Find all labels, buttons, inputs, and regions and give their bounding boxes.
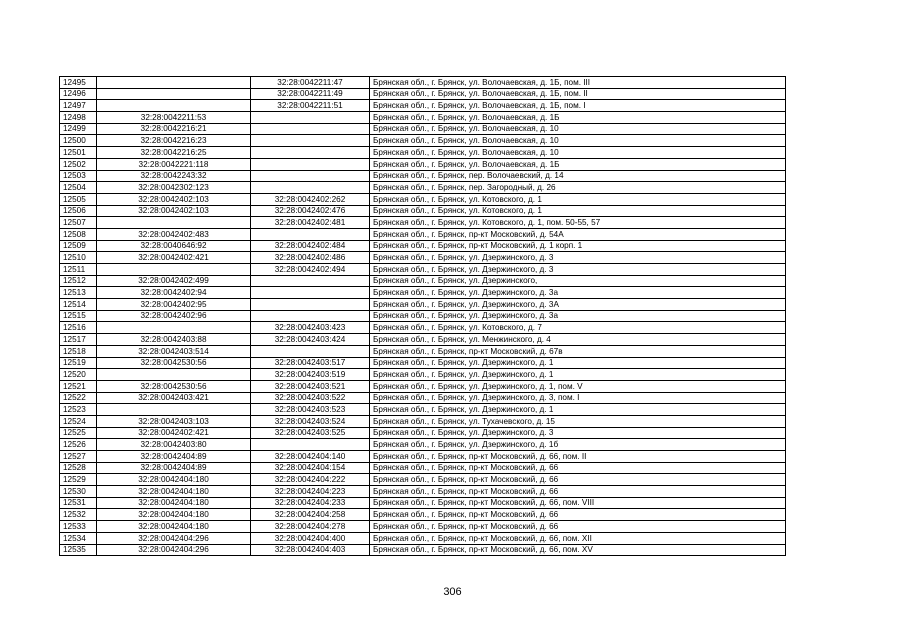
record-number-cell: 12525 (60, 427, 97, 439)
table-row (60, 228, 786, 240)
record-number-cell: 12496 (60, 88, 97, 100)
table-row (60, 509, 786, 521)
record-number-cell: 12535 (60, 544, 97, 556)
cadastral-number-cell: 32:28:0042243:32 (97, 170, 251, 182)
cadastral-number-cell: 32:28:0042530:56 (97, 357, 251, 369)
object-cadastral-number-cell: 32:28:0042211:49 (251, 88, 370, 100)
record-number-cell: 12534 (60, 532, 97, 544)
table-row (60, 334, 786, 346)
cadastral-number-cell: 32:28:0042216:25 (97, 147, 251, 159)
table-row (60, 100, 786, 112)
address-cell: Брянская обл., г. Брянск, пр-кт Московский, д. 66 (370, 474, 786, 486)
object-cadastral-number-cell: 32:28:0042402:486 (251, 252, 370, 264)
address-cell: Брянская обл., г. Брянск, пр-кт Московский, д. 66 (370, 486, 786, 498)
table-row (60, 240, 786, 252)
record-number-cell: 12522 (60, 392, 97, 404)
table-row (60, 486, 786, 498)
object-cadastral-number-cell: 32:28:0042402:494 (251, 264, 370, 276)
object-cadastral-number-cell: 32:28:0042403:525 (251, 427, 370, 439)
record-number-cell: 12514 (60, 299, 97, 311)
address-cell: Брянская обл., г. Брянск, пр-кт Московский, д. 66 (370, 462, 786, 474)
address-cell: Брянская обл., г. Брянск, ул. Котовского, д. 1 (370, 193, 786, 205)
table-row (60, 193, 786, 205)
table-row (60, 521, 786, 533)
cadastral-number-cell: 32:28:0042402:96 (97, 310, 251, 322)
table-row (60, 299, 786, 311)
record-number-cell: 12515 (60, 310, 97, 322)
object-cadastral-number-cell: 32:28:0042404:278 (251, 521, 370, 533)
address-cell: Брянская обл., г. Брянск, пр-кт Московский, д. 66, пом. XII (370, 532, 786, 544)
table-row (60, 404, 786, 416)
cadastral-number-cell: 32:28:0042402:421 (97, 252, 251, 264)
object-cadastral-number-cell: 32:28:0042404:223 (251, 486, 370, 498)
object-cadastral-number-cell: 32:28:0042402:481 (251, 217, 370, 229)
object-cadastral-number-cell (251, 310, 370, 322)
object-cadastral-number-cell: 32:28:0042211:47 (251, 77, 370, 89)
cadastral-number-cell: 32:28:0042402:103 (97, 205, 251, 217)
table-row (60, 158, 786, 170)
object-cadastral-number-cell (251, 228, 370, 240)
address-cell: Брянская обл., г. Брянск, ул. Дзержинского, (370, 275, 786, 287)
table-row (60, 112, 786, 124)
table-row (60, 135, 786, 147)
cadastral-number-cell: 32:28:0042404:180 (97, 474, 251, 486)
cadastral-number-cell (97, 404, 251, 416)
object-cadastral-number-cell (251, 182, 370, 194)
address-cell: Брянская обл., г. Брянск, пр-кт Московский, д. 66 (370, 521, 786, 533)
record-number-cell: 12527 (60, 451, 97, 463)
cadastral-number-cell (97, 77, 251, 89)
record-number-cell: 12513 (60, 287, 97, 299)
cadastral-number-cell (97, 88, 251, 100)
object-cadastral-number-cell: 32:28:0042403:523 (251, 404, 370, 416)
address-cell: Брянская обл., г. Брянск, ул. Дзержинского, д. 1, пом. V (370, 380, 786, 392)
record-number-cell: 12516 (60, 322, 97, 334)
table-row (60, 474, 786, 486)
cadastral-number-cell: 32:28:0042404:89 (97, 451, 251, 463)
cadastral-number-cell: 32:28:0042211:53 (97, 112, 251, 124)
object-cadastral-number-cell (251, 299, 370, 311)
cadastral-number-cell: 32:28:0042221:118 (97, 158, 251, 170)
object-cadastral-number-cell: 32:28:0042403:521 (251, 380, 370, 392)
cadastral-number-cell: 32:28:0042403:421 (97, 392, 251, 404)
address-cell: Брянская обл., г. Брянск, ул. Волочаевская, д. 1Б (370, 112, 786, 124)
cadastral-number-cell: 32:28:0042403:80 (97, 439, 251, 451)
address-cell: Брянская обл., г. Брянск, ул. Дзержинского, д. 1 (370, 404, 786, 416)
cadastral-number-cell: 32:28:0042404:180 (97, 509, 251, 521)
record-number-cell: 12526 (60, 439, 97, 451)
address-cell: Брянская обл., г. Брянск, пр-кт Московский, д. 66, пом. XV (370, 544, 786, 556)
cadastral-number-cell: 32:28:0042216:21 (97, 123, 251, 135)
record-number-cell: 12524 (60, 415, 97, 427)
object-cadastral-number-cell: 32:28:0042211:51 (251, 100, 370, 112)
address-cell: Брянская обл., г. Брянск, пр-кт Московский, д. 54А (370, 228, 786, 240)
page-number: 306 (443, 586, 462, 598)
object-cadastral-number-cell: 32:28:0042403:522 (251, 392, 370, 404)
cadastral-number-cell: 32:28:0042403:88 (97, 334, 251, 346)
record-number-cell: 12530 (60, 486, 97, 498)
table-row (60, 415, 786, 427)
registry-table (59, 76, 786, 556)
address-cell: Брянская обл., г. Брянск, ул. Котовского, д. 7 (370, 322, 786, 334)
address-cell: Брянская обл., г. Брянск, ул. Волочаевская, д. 10 (370, 135, 786, 147)
table-row (60, 77, 786, 89)
record-number-cell: 12503 (60, 170, 97, 182)
table-row (60, 88, 786, 100)
cadastral-number-cell (97, 369, 251, 381)
record-number-cell: 12504 (60, 182, 97, 194)
object-cadastral-number-cell: 32:28:0042403:423 (251, 322, 370, 334)
record-number-cell: 12519 (60, 357, 97, 369)
table-row (60, 497, 786, 509)
record-number-cell: 12501 (60, 147, 97, 159)
object-cadastral-number-cell: 32:28:0042404:154 (251, 462, 370, 474)
table-row (60, 544, 786, 556)
address-cell: Брянская обл., г. Брянск, ул. Волочаевская, д. 10 (370, 123, 786, 135)
cadastral-number-cell: 32:28:0042402:95 (97, 299, 251, 311)
address-cell: Брянская обл., г. Брянск, ул. Дзержинского, д. 3а (370, 287, 786, 299)
object-cadastral-number-cell (251, 345, 370, 357)
record-number-cell: 12508 (60, 228, 97, 240)
cadastral-number-cell (97, 100, 251, 112)
cadastral-number-cell: 32:28:0040646:92 (97, 240, 251, 252)
address-cell: Брянская обл., г. Брянск, ул. Волочаевская, д. 1Б, пом. III (370, 77, 786, 89)
record-number-cell: 12521 (60, 380, 97, 392)
object-cadastral-number-cell (251, 123, 370, 135)
address-cell: Брянская обл., г. Брянск, ул. Дзержинского, д. 1 (370, 357, 786, 369)
record-number-cell: 12523 (60, 404, 97, 416)
cadastral-number-cell: 32:28:0042404:89 (97, 462, 251, 474)
cadastral-number-cell: 32:28:0042403:103 (97, 415, 251, 427)
cadastral-number-cell: 32:28:0042402:103 (97, 193, 251, 205)
object-cadastral-number-cell (251, 112, 370, 124)
table-row (60, 310, 786, 322)
record-number-cell: 12531 (60, 497, 97, 509)
record-number-cell: 12502 (60, 158, 97, 170)
cadastral-number-cell: 32:28:0042403:514 (97, 345, 251, 357)
cadastral-number-cell: 32:28:0042402:499 (97, 275, 251, 287)
object-cadastral-number-cell: 32:28:0042402:476 (251, 205, 370, 217)
object-cadastral-number-cell (251, 135, 370, 147)
object-cadastral-number-cell: 32:28:0042404:403 (251, 544, 370, 556)
address-cell: Брянская обл., г. Брянск, ул. Дзержинского, д. 1б (370, 439, 786, 451)
object-cadastral-number-cell: 32:28:0042403:424 (251, 334, 370, 346)
table-row (60, 275, 786, 287)
table-row (60, 252, 786, 264)
object-cadastral-number-cell: 32:28:0042402:484 (251, 240, 370, 252)
address-cell: Брянская обл., г. Брянск, ул. Волочаевская, д. 1Б (370, 158, 786, 170)
record-number-cell: 12510 (60, 252, 97, 264)
record-number-cell: 12509 (60, 240, 97, 252)
cadastral-number-cell: 32:28:0042530:56 (97, 380, 251, 392)
cadastral-number-cell: 32:28:0042402:94 (97, 287, 251, 299)
table-row (60, 369, 786, 381)
record-number-cell: 12520 (60, 369, 97, 381)
record-number-cell: 12517 (60, 334, 97, 346)
table-row (60, 123, 786, 135)
record-number-cell: 12495 (60, 77, 97, 89)
record-number-cell: 12511 (60, 264, 97, 276)
table-row (60, 182, 786, 194)
object-cadastral-number-cell: 32:28:0042404:140 (251, 451, 370, 463)
address-cell: Брянская обл., г. Брянск, ул. Дзержинского, д. 1 (370, 369, 786, 381)
address-cell: Брянская обл., г. Брянск, ул. Котовского, д. 1, пом. 50-55, 57 (370, 217, 786, 229)
table-row (60, 170, 786, 182)
address-cell: Брянская обл., г. Брянск, ул. Котовского, д. 1 (370, 205, 786, 217)
address-cell: Брянская обл., г. Брянск, пр-кт Московский, д. 66, пом. VIII (370, 497, 786, 509)
registry-table-body (60, 77, 786, 556)
record-number-cell: 12529 (60, 474, 97, 486)
address-cell: Брянская обл., г. Брянск, ул. Волочаевская, д. 1Б, пом. I (370, 100, 786, 112)
table-row (60, 205, 786, 217)
table-row (60, 462, 786, 474)
object-cadastral-number-cell: 32:28:0042403:519 (251, 369, 370, 381)
object-cadastral-number-cell (251, 147, 370, 159)
address-cell: Брянская обл., г. Брянск, ул. Менжинского, д. 4 (370, 334, 786, 346)
table-row (60, 322, 786, 334)
object-cadastral-number-cell (251, 439, 370, 451)
object-cadastral-number-cell (251, 275, 370, 287)
object-cadastral-number-cell: 32:28:0042404:222 (251, 474, 370, 486)
table-row (60, 392, 786, 404)
address-cell: Брянская обл., г. Брянск, пр-кт Московский, д. 66, пом. II (370, 451, 786, 463)
table-row (60, 451, 786, 463)
address-cell: Брянская обл., г. Брянск, ул. Волочаевская, д. 1Б, пом. II (370, 88, 786, 100)
record-number-cell: 12532 (60, 509, 97, 521)
object-cadastral-number-cell: 32:28:0042404:258 (251, 509, 370, 521)
address-cell: Брянская обл., г. Брянск, пер. Волочаевский, д. 14 (370, 170, 786, 182)
cadastral-number-cell: 32:28:0042216:23 (97, 135, 251, 147)
object-cadastral-number-cell: 32:28:0042403:517 (251, 357, 370, 369)
table-row (60, 287, 786, 299)
record-number-cell: 12505 (60, 193, 97, 205)
cadastral-number-cell (97, 217, 251, 229)
address-cell: Брянская обл., г. Брянск, ул. Дзержинского, д. 3 (370, 264, 786, 276)
cadastral-number-cell (97, 322, 251, 334)
table-row (60, 532, 786, 544)
address-cell: Брянская обл., г. Брянск, пр-кт Московский, д. 1 корп. 1 (370, 240, 786, 252)
object-cadastral-number-cell: 32:28:0042404:233 (251, 497, 370, 509)
table-row (60, 439, 786, 451)
cadastral-number-cell: 32:28:0042404:180 (97, 521, 251, 533)
object-cadastral-number-cell: 32:28:0042403:524 (251, 415, 370, 427)
cadastral-number-cell (97, 264, 251, 276)
address-cell: Брянская обл., г. Брянск, ул. Дзержинского, д. 3 (370, 427, 786, 439)
address-cell: Брянская обл., г. Брянск, пр-кт Московский, д. 66 (370, 509, 786, 521)
cadastral-number-cell: 32:28:0042302:123 (97, 182, 251, 194)
record-number-cell: 12512 (60, 275, 97, 287)
table-row (60, 264, 786, 276)
cadastral-number-cell: 32:28:0042402:483 (97, 228, 251, 240)
table-row (60, 147, 786, 159)
cadastral-number-cell: 32:28:0042402:421 (97, 427, 251, 439)
table-row (60, 427, 786, 439)
table-row (60, 345, 786, 357)
object-cadastral-number-cell (251, 158, 370, 170)
record-number-cell: 12518 (60, 345, 97, 357)
record-number-cell: 12499 (60, 123, 97, 135)
table-row (60, 357, 786, 369)
table-row (60, 380, 786, 392)
cadastral-number-cell: 32:28:0042404:296 (97, 544, 251, 556)
cadastral-number-cell: 32:28:0042404:180 (97, 497, 251, 509)
object-cadastral-number-cell (251, 287, 370, 299)
record-number-cell: 12506 (60, 205, 97, 217)
address-cell: Брянская обл., г. Брянск, пр-кт Московский, д. 67в (370, 345, 786, 357)
address-cell: Брянская обл., г. Брянск, ул. Дзержинского, д. 3а (370, 310, 786, 322)
record-number-cell: 12528 (60, 462, 97, 474)
address-cell: Брянская обл., г. Брянск, ул. Тухачевского, д. 15 (370, 415, 786, 427)
address-cell: Брянская обл., г. Брянск, ул. Дзержинского, д. 3 (370, 252, 786, 264)
object-cadastral-number-cell: 32:28:0042402:262 (251, 193, 370, 205)
address-cell: Брянская обл., г. Брянск, ул. Волочаевская, д. 10 (370, 147, 786, 159)
cadastral-number-cell: 32:28:0042404:180 (97, 486, 251, 498)
object-cadastral-number-cell (251, 170, 370, 182)
address-cell: Брянская обл., г. Брянск, пер. Загородный, д. 26 (370, 182, 786, 194)
cadastral-number-cell: 32:28:0042404:296 (97, 532, 251, 544)
record-number-cell: 12533 (60, 521, 97, 533)
record-number-cell: 12497 (60, 100, 97, 112)
address-cell: Брянская обл., г. Брянск, ул. Дзержинского, д. 3А (370, 299, 786, 311)
table-row (60, 217, 786, 229)
record-number-cell: 12498 (60, 112, 97, 124)
record-number-cell: 12500 (60, 135, 97, 147)
address-cell: Брянская обл., г. Брянск, ул. Дзержинского, д. 3, пом. I (370, 392, 786, 404)
record-number-cell: 12507 (60, 217, 97, 229)
object-cadastral-number-cell: 32:28:0042404:400 (251, 532, 370, 544)
